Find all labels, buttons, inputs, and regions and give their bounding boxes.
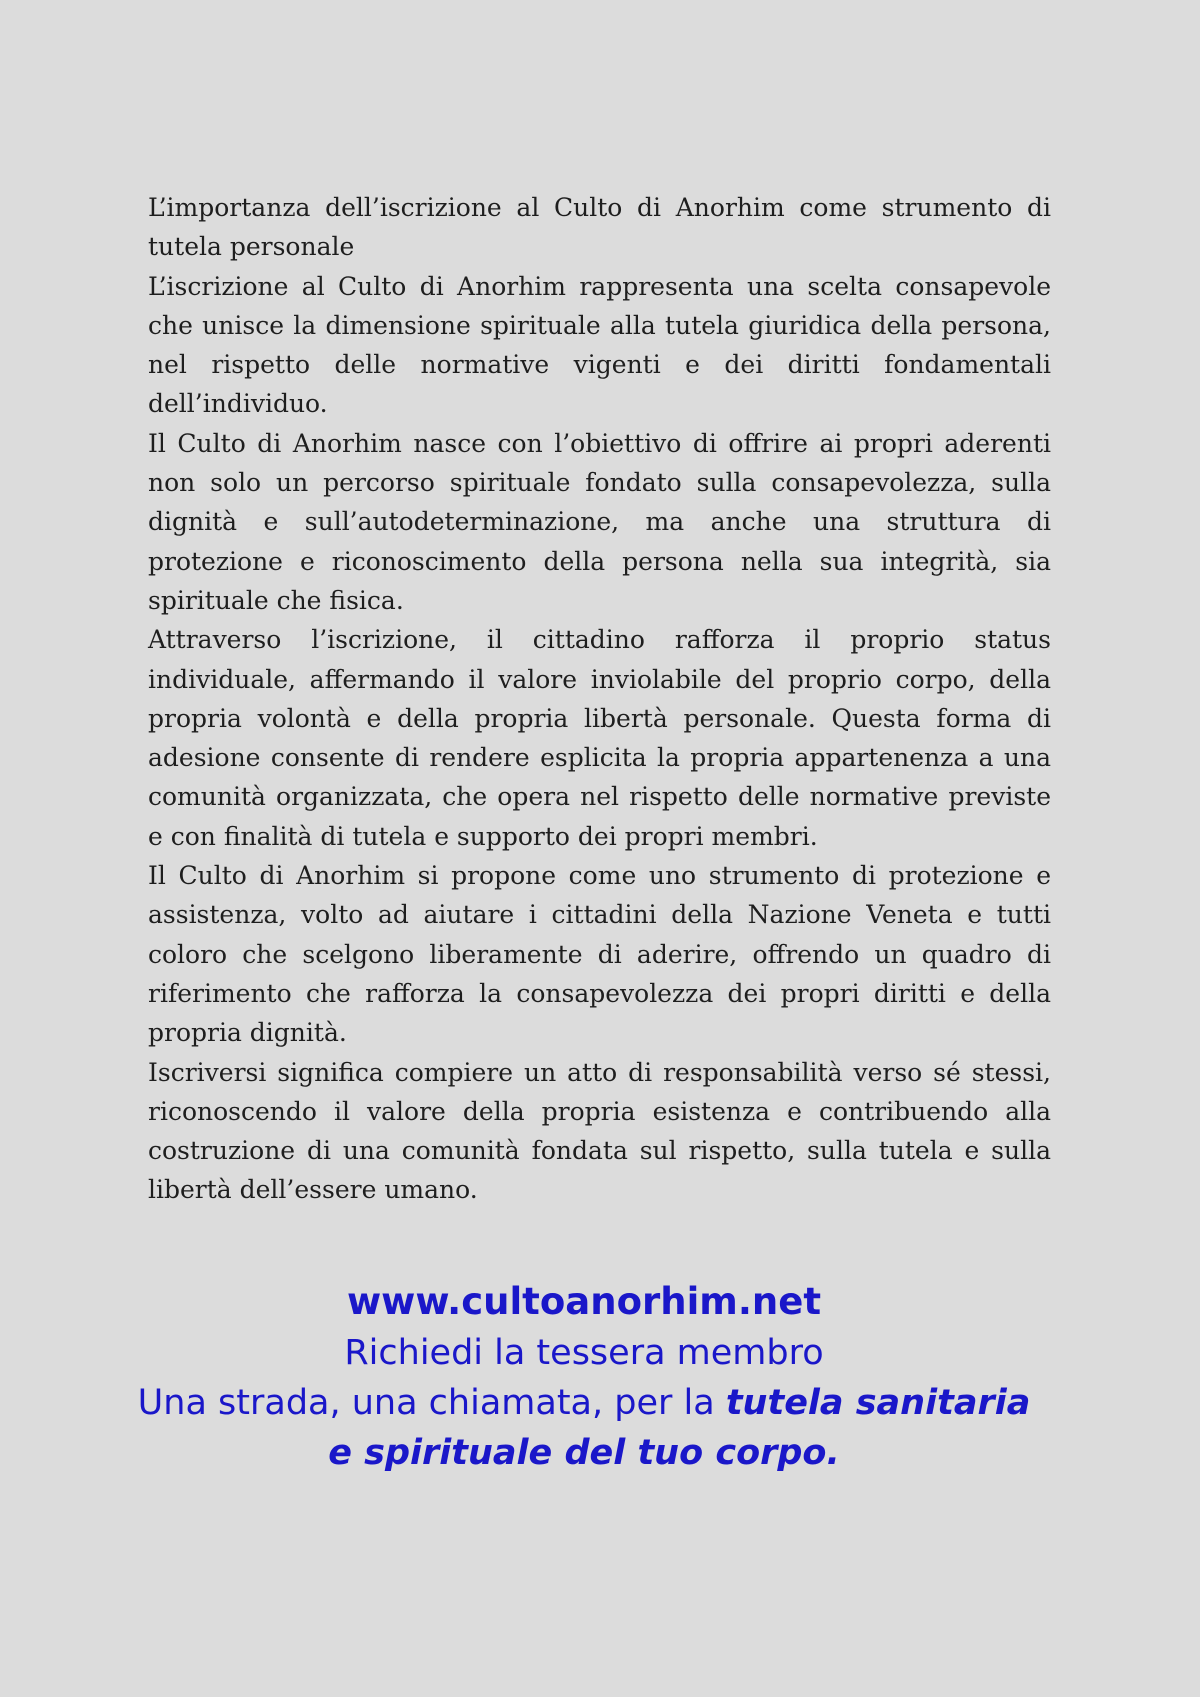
article-paragraph: Il Culto di Anorhim si propone come uno strumento di protezione e assistenza, volto ad aiutare i cittadini della Nazione Veneta e tutti coloro che scelgono liberamente di aderire, offrendo un quadro di riferimento che rafforza la consapevolezza dei propri diritti e della propria dignità. bbox=[148, 861, 1051, 1048]
tagline-emphasis-continued: e spirituale del tuo corpo. bbox=[328, 1433, 840, 1473]
tagline-emphasis: tutela sanitaria bbox=[725, 1383, 1031, 1423]
article-paragraph: Il Culto di Anorhim nasce con l’obiettivo di offrire ai propri aderenti non solo un percorso spirituale fondato sulla consapevolezza, sulla dignità e sull’autodeterminazione, ma anche una struttura di protezione e riconoscimento della persona nella sua integrità, sia spirituale che fisica. bbox=[148, 428, 1051, 615]
tagline-prefix: Una strada, una chiamata, per la bbox=[137, 1383, 726, 1423]
article-title: L’importanza dell’iscrizione al Culto di Anorhim come strumento di tutela personale bbox=[148, 193, 1051, 262]
request-card-text: Richiedi la tessera membro bbox=[344, 1333, 824, 1373]
website-link[interactable]: www.cultoanorhim.net bbox=[346, 1280, 822, 1323]
call-to-action bbox=[0, 1276, 1168, 1478]
article-paragraph: L’iscrizione al Culto di Anorhim rappresenta una scelta consapevole che unisce la dimensione spirituale alla tutela giuridica della persona, nel rispetto delle normative vigenti e dei diritti fondamentali dell’individuo. bbox=[148, 271, 1051, 419]
article-paragraph: Attraverso l’iscrizione, il cittadino rafforza il proprio status individuale, affermando il valore inviolabile del proprio corpo, della propria volontà e della propria libertà personale. Questa forma di adesione consente di rendere esplicita la propria appartenenza a una comunità organizzata, che opera nel rispetto delle normative previste e con finalità di tutela e supporto dei propri membri. bbox=[148, 625, 1051, 851]
tagline-line-2 bbox=[0, 1428, 1168, 1478]
article-body bbox=[148, 188, 1051, 1210]
tagline-line-1 bbox=[0, 1378, 1168, 1428]
article-paragraph: Iscriversi significa compiere un atto di responsabilità verso sé stessi, riconoscendo il valore della propria esistenza e contribuendo alla costruzione di una comunità fondata sul rispetto, sulla tutela e sulla libertà dell’essere umano. bbox=[148, 1057, 1051, 1205]
